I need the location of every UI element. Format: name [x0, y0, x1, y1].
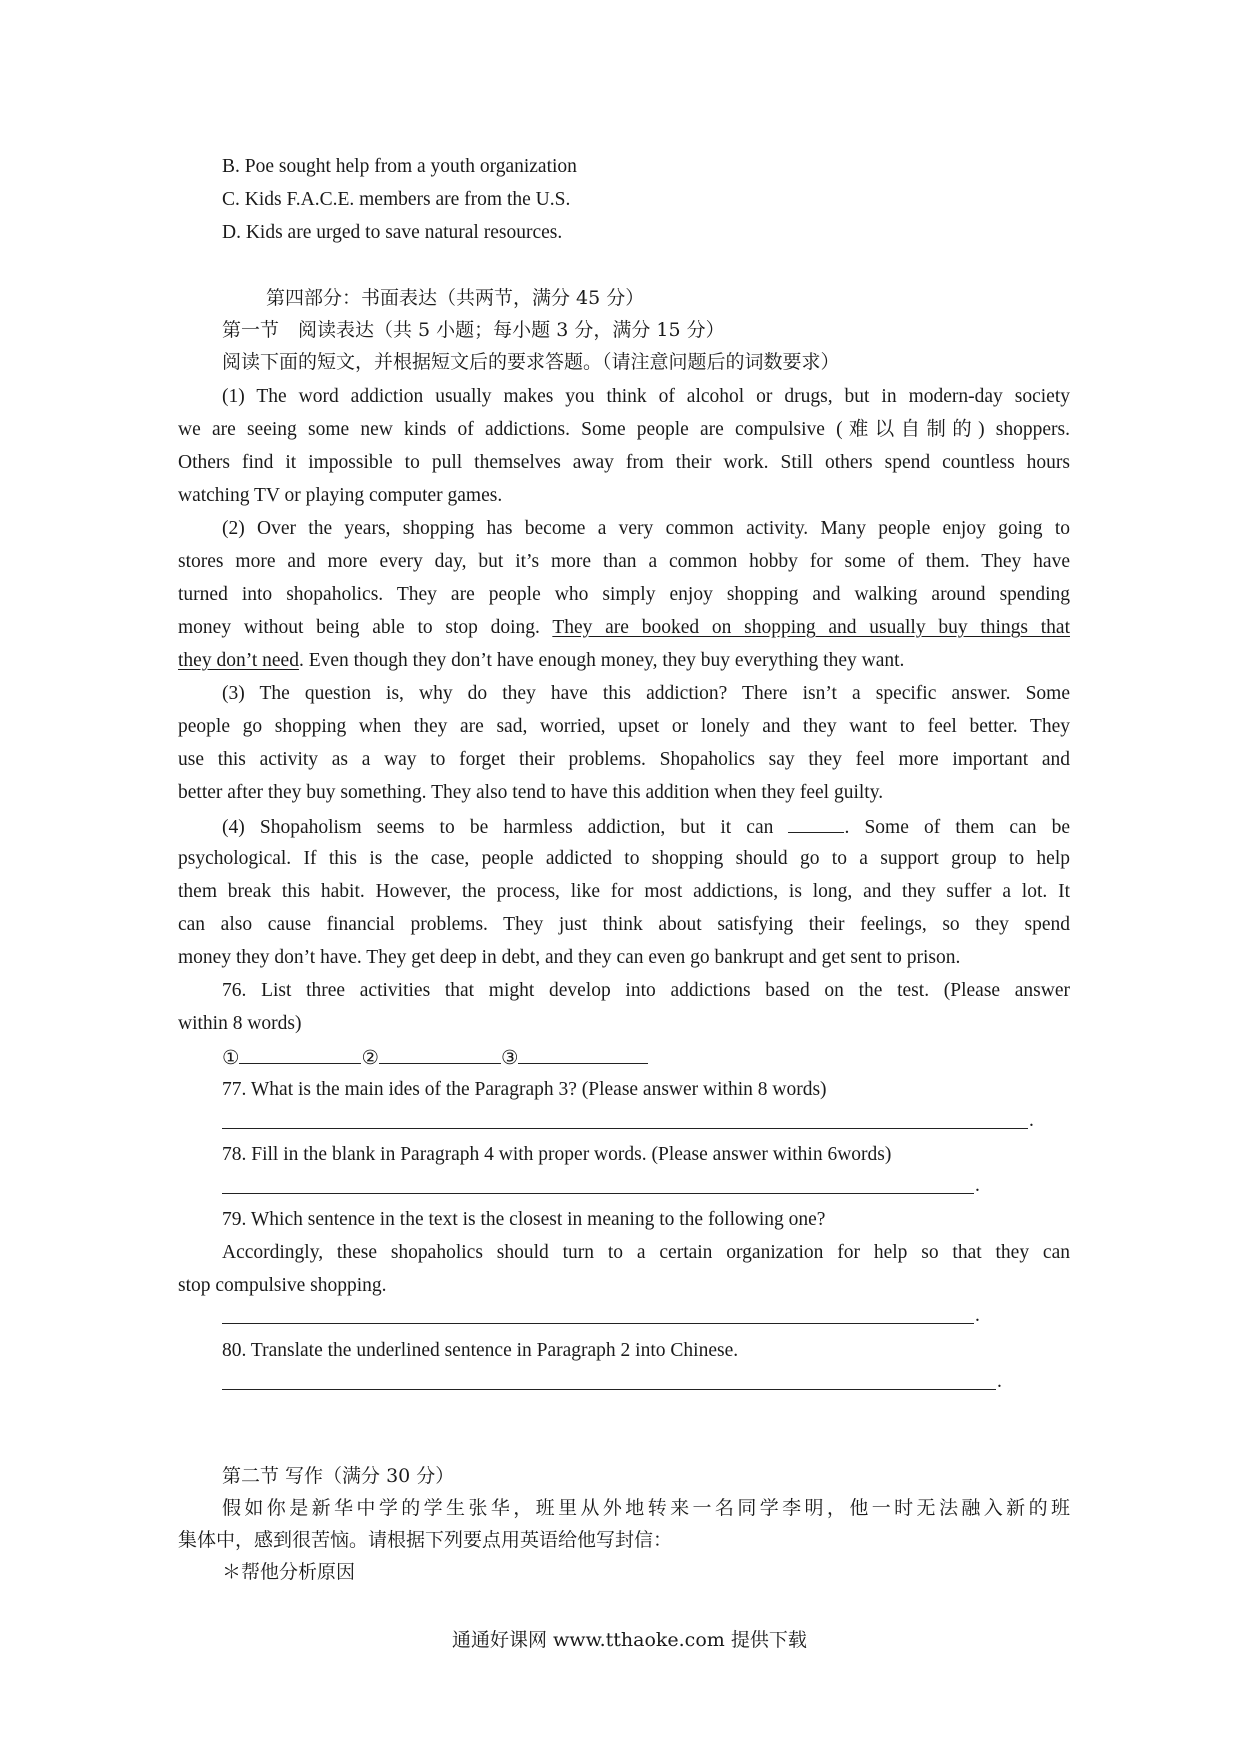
p3-line1: (3) The question is, why do they have this addiction? There isn’t a specific answer. Some — [222, 683, 1070, 704]
q76-line2: within 8 words) — [178, 1013, 302, 1034]
option-b: B. Poe sought help from a youth organization — [222, 156, 577, 177]
p1-line1: (1) The word addiction usually makes you think of alcohol or drugs, but in modern-day society — [222, 386, 1070, 407]
p4-line3: them break this habit. However, the process, like for most addictions, is long, and they suffer a lot. It — [178, 881, 1070, 902]
q76-answer-2[interactable] — [379, 1045, 501, 1064]
q76-mark-1: ① — [222, 1048, 240, 1069]
p1-line2: we are seeing some new kinds of addictions. Some people are compulsive (难以自制的) shoppers. — [178, 419, 1070, 440]
section1-title: 第一节 阅读表达（共 5 小题；每小题 3 分，满分 15 分） — [222, 319, 725, 341]
q79-period: . — [975, 1305, 980, 1326]
q80-period: . — [997, 1371, 1002, 1392]
q76-answer-3[interactable] — [518, 1045, 648, 1064]
p3-line2: people go shopping when they are sad, worried, upset or lonely and they want to feel better. They — [178, 716, 1070, 737]
q80-text: 80. Translate the underlined sentence in Paragraph 2 into Chinese. — [222, 1340, 739, 1361]
q77-period: . — [1029, 1110, 1034, 1131]
p4-line5: money they don’t have. They get deep in debt, and they can even go bankrupt and get sent to prison. — [178, 947, 961, 968]
page-footer: 通通好课网 www.tthaoke.com 提供下载 — [452, 1629, 807, 1651]
p4-line1-end: . Some of them can be — [844, 817, 1071, 838]
q78-answer-line[interactable] — [222, 1193, 974, 1194]
writing-prompt-line1: 假如你是新华中学的学生张华，班里从外地转来一名同学李明，他一时无法融入新的班 — [222, 1497, 1070, 1519]
q80-answer-line[interactable] — [222, 1389, 996, 1390]
option-c: C. Kids F.A.C.E. members are from the U.S. — [222, 189, 571, 210]
q76-line1: 76. List three activities that might develop into addictions based on the test. (Please answer — [222, 980, 1070, 1001]
p1-line3: Others find it impossible to pull themselves away from their work. Still others spend countless hours — [178, 452, 1070, 473]
q79-answer-line[interactable] — [222, 1323, 974, 1324]
q79-line2: Accordingly, these shopaholics should turn to a certain organization for help so that they can — [222, 1242, 1070, 1263]
part4-heading: 第四部分：书面表达（共两节，满分 45 分） — [266, 287, 645, 309]
writing-point-1: ＊帮他分析原因 — [222, 1561, 356, 1583]
p3-line4: better after they buy something. They also tend to have this addition when they feel guilty. — [178, 782, 884, 803]
p1-line4: watching TV or playing computer games. — [178, 485, 503, 506]
q79-line3: stop compulsive shopping. — [178, 1275, 387, 1296]
p2-line4 — [178, 616, 1070, 640]
p2-line1: (2) Over the years, shopping has become a very common activity. Many people enjoy going to — [222, 518, 1070, 539]
option-d: D. Kids are urged to save natural resources. — [222, 222, 563, 243]
p2-line4-plain: money without being able to stop doing. — [178, 617, 553, 638]
q76-answers — [222, 1045, 648, 1071]
p4-line1 — [222, 814, 1070, 840]
p4-line1-start: (4) Shopaholism seems to be harmless addiction, but it can — [222, 817, 774, 838]
q78-text: 78. Fill in the blank in Paragraph 4 with proper words. (Please answer within 6words) — [222, 1144, 892, 1165]
p3-line3: use this activity as a way to forget their problems. Shopaholics say they feel more important and — [178, 749, 1070, 770]
q77-text: 77. What is the main ides of the Paragraph 3? (Please answer within 8 words) — [222, 1079, 827, 1100]
p4-blank[interactable] — [788, 814, 844, 833]
underlined-sentence-part2: they don’t need — [178, 650, 299, 671]
reading-instruction: 阅读下面的短文，并根据短文后的要求答题。（请注意问题后的词数要求） — [222, 351, 840, 373]
p2-line2: stores more and more every day, but it’s more than a common hobby for some of them. They have — [178, 551, 1070, 572]
underlined-sentence-part1: They are booked on shopping and usually buy things that — [552, 617, 1070, 638]
p2-line3: turned into shopaholics. They are people who simply enjoy shopping and walking around spending — [178, 584, 1070, 605]
q76-mark-2: ② — [361, 1048, 379, 1069]
writing-prompt-line2: 集体中，感到很苦恼。请根据下列要点用英语给他写封信： — [178, 1529, 673, 1551]
q78-period: . — [975, 1175, 980, 1196]
q79-line1: 79. Which sentence in the text is the closest in meaning to the following one? — [222, 1209, 826, 1230]
q76-answer-1[interactable] — [239, 1045, 361, 1064]
p2-line5 — [178, 649, 904, 673]
p4-line2: psychological. If this is the case, people addicted to shopping should go to a support group to help — [178, 848, 1070, 869]
p2-line5-plain: . Even though they don’t have enough money, they buy everything they want. — [298, 650, 905, 671]
section2-title: 第二节 写作（满分 30 分） — [222, 1465, 455, 1487]
p4-line4: can also cause financial problems. They just think about satisfying their feelings, so they spend — [178, 914, 1070, 935]
q77-answer-line[interactable] — [222, 1128, 1028, 1129]
q76-mark-3: ③ — [500, 1048, 519, 1069]
